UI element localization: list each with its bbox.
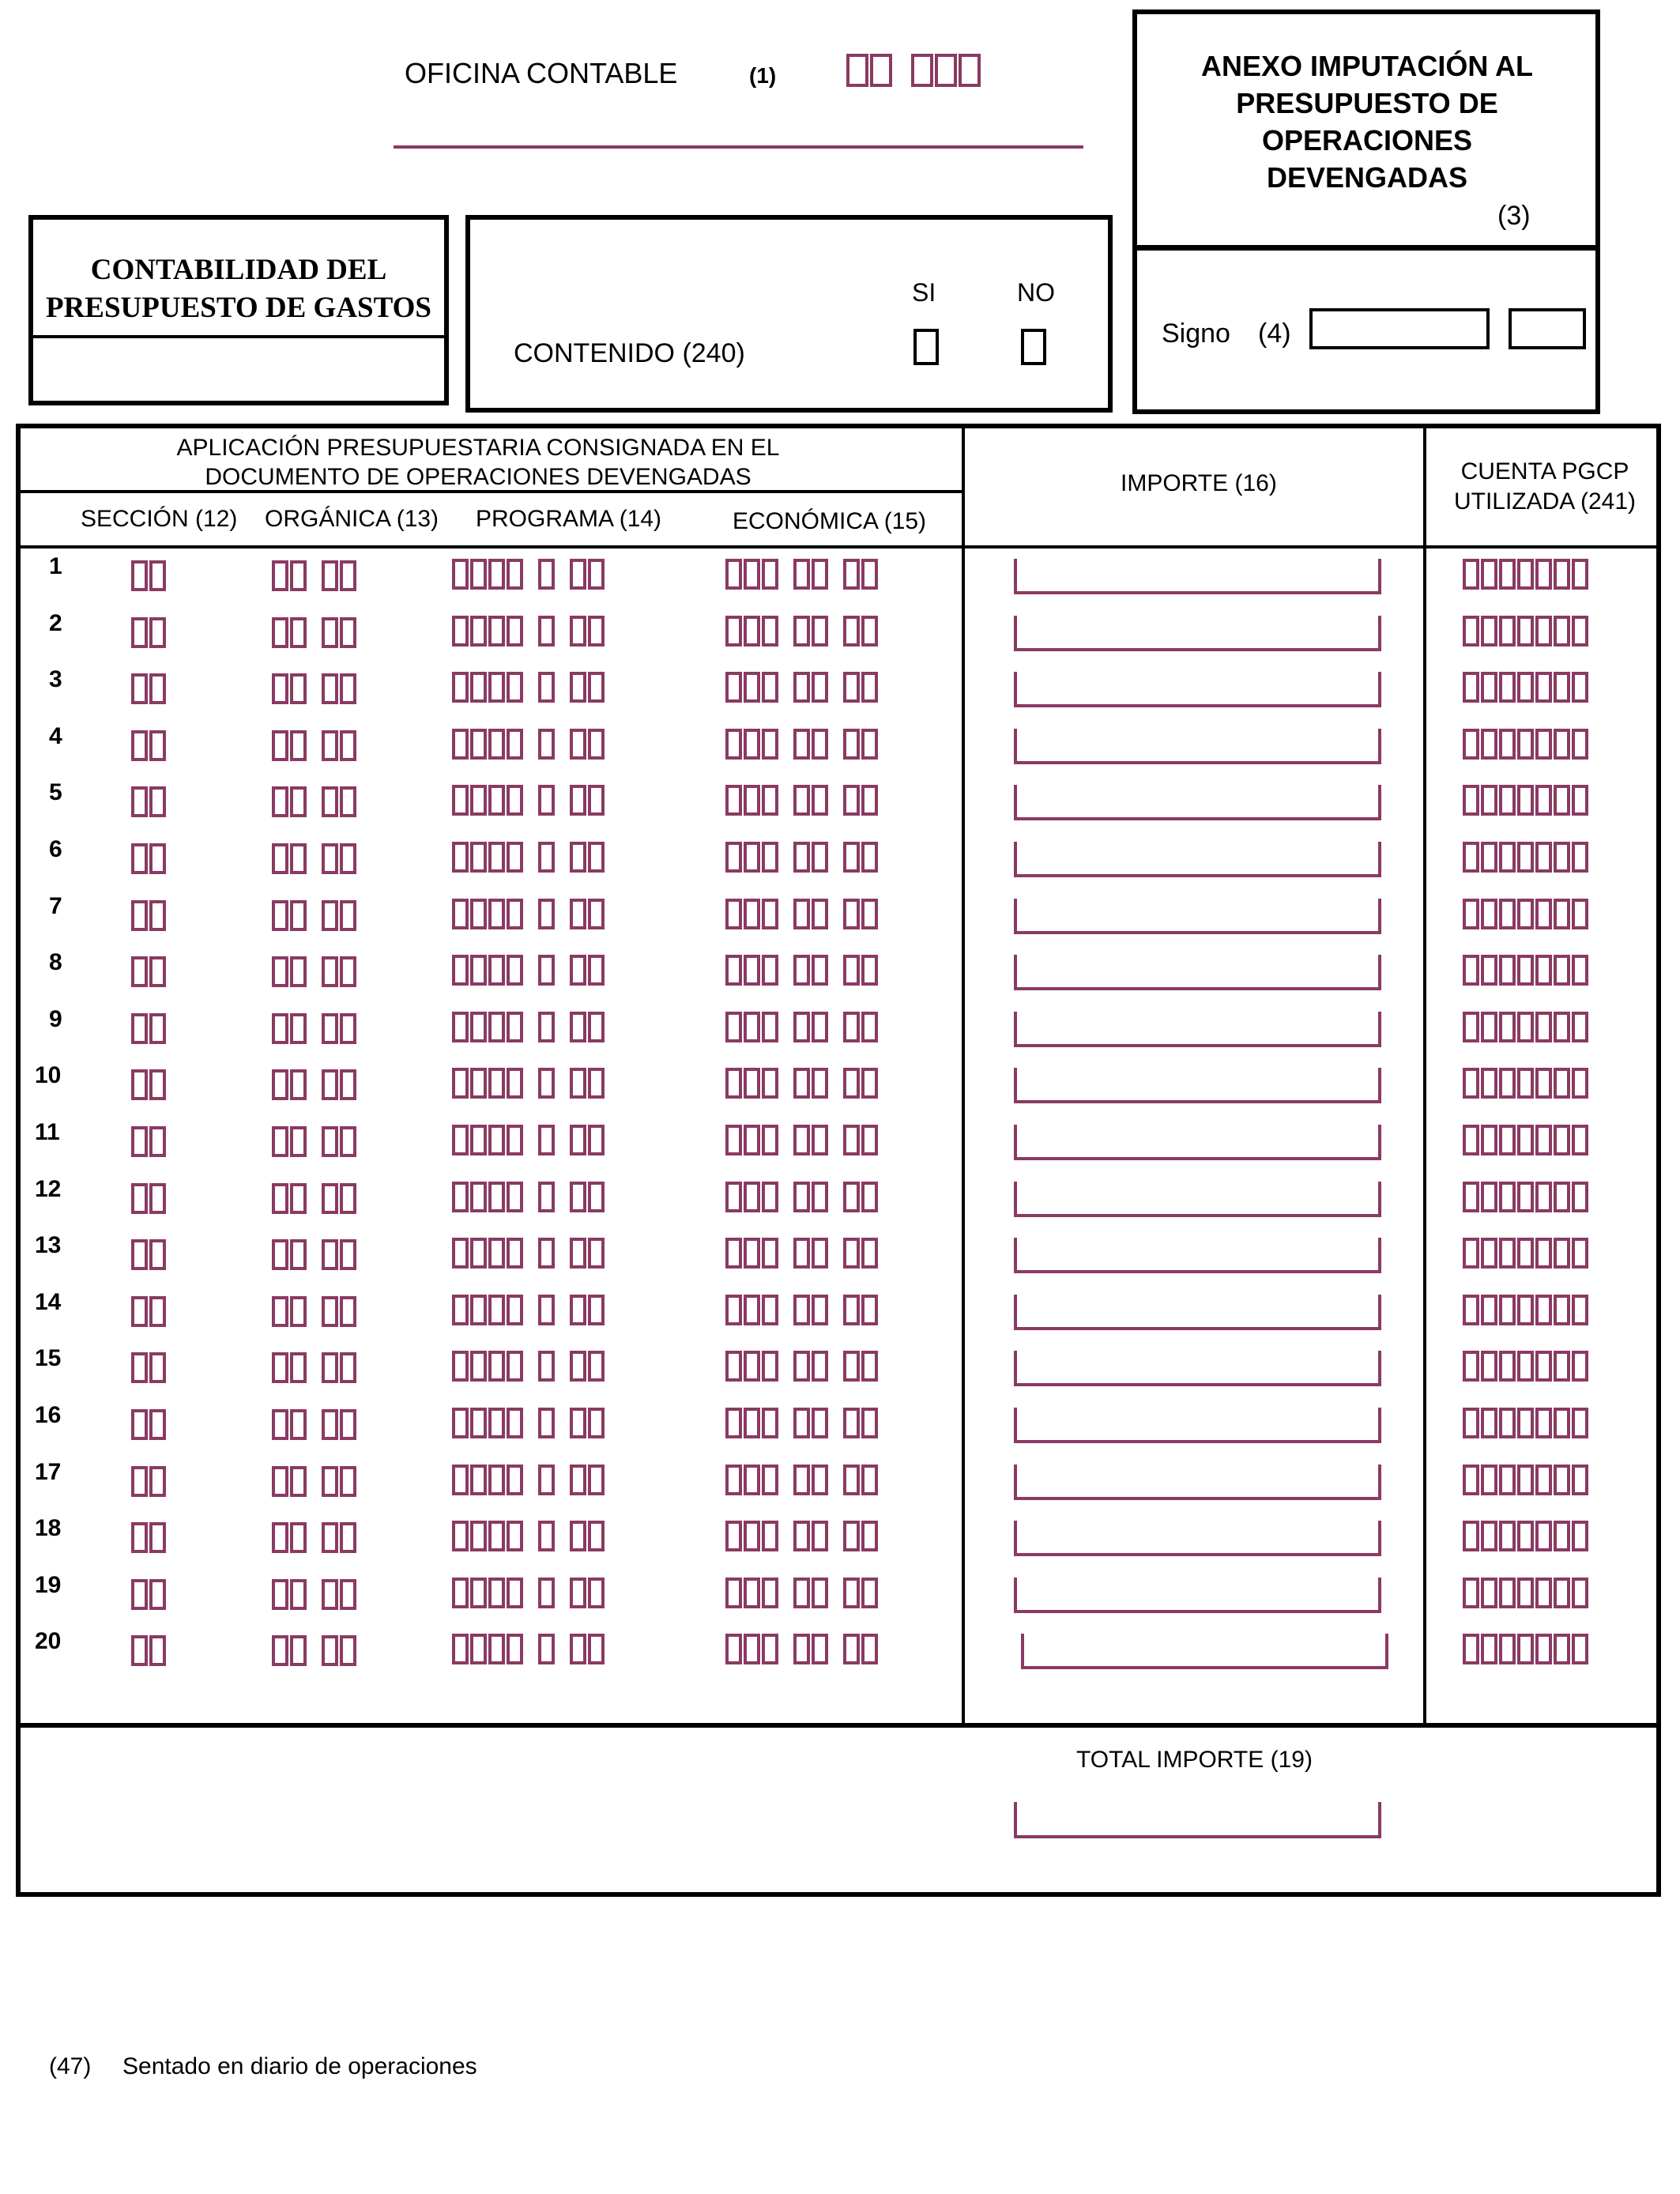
- programa-code-boxes[interactable]: [452, 1012, 606, 1042]
- cuenta-pgcp-code-boxes[interactable]: [1463, 559, 1590, 590]
- programa-code-boxes[interactable]: [452, 1465, 606, 1495]
- seccion-code-boxes[interactable]: [131, 843, 168, 874]
- programa-code-boxes[interactable]: [452, 955, 606, 986]
- organica-code-boxes[interactable]: [272, 1126, 358, 1157]
- row-number: 20: [35, 1628, 62, 1654]
- seccion-code-boxes[interactable]: [131, 1013, 168, 1044]
- table-divider-importe: [962, 424, 965, 1726]
- importe-field[interactable]: [1014, 729, 1381, 764]
- seccion-code-boxes[interactable]: [131, 673, 168, 704]
- economica-code-boxes[interactable]: [725, 1125, 880, 1155]
- importe-field[interactable]: [1014, 672, 1381, 707]
- row-number: 13: [35, 1232, 62, 1258]
- economica-code-boxes[interactable]: [725, 955, 880, 986]
- programa-code-boxes[interactable]: [452, 1182, 606, 1212]
- importe-field[interactable]: [1014, 1125, 1381, 1160]
- importe-field[interactable]: [1014, 1408, 1381, 1443]
- cuenta-pgcp-code-boxes[interactable]: [1463, 1408, 1590, 1438]
- organica-code-boxes[interactable]: [272, 730, 358, 761]
- row-number: 2: [49, 610, 62, 636]
- importe-field[interactable]: [1014, 1465, 1381, 1500]
- cuenta-pgcp-code-boxes[interactable]: [1463, 729, 1590, 760]
- row-number: 14: [35, 1289, 62, 1315]
- signo-label: Signo: [1162, 319, 1230, 349]
- organica-code-boxes[interactable]: [272, 1069, 358, 1100]
- cuenta-pgcp-code-boxes[interactable]: [1463, 1125, 1590, 1155]
- row-number: 19: [35, 1572, 62, 1598]
- col-importe-header: IMPORTE (16): [1121, 470, 1277, 496]
- importe-field[interactable]: [1014, 1182, 1381, 1217]
- programa-code-boxes[interactable]: [452, 729, 606, 760]
- seccion-code-boxes[interactable]: [131, 786, 168, 817]
- seccion-code-boxes[interactable]: [131, 1126, 168, 1157]
- economica-code-boxes[interactable]: [725, 1408, 880, 1438]
- economica-code-boxes[interactable]: [725, 1295, 880, 1325]
- cuenta-pgcp-code-boxes[interactable]: [1463, 1465, 1590, 1495]
- organica-code-boxes[interactable]: [272, 1635, 358, 1666]
- programa-code-boxes[interactable]: [452, 1578, 606, 1608]
- seccion-code-boxes[interactable]: [131, 956, 168, 987]
- programa-code-boxes[interactable]: [452, 1295, 606, 1325]
- row-number: 7: [49, 893, 62, 919]
- seccion-code-boxes[interactable]: [131, 617, 168, 648]
- table-header-divider: [16, 545, 1661, 548]
- row-number: 9: [49, 1006, 62, 1032]
- programa-code-boxes[interactable]: [452, 1634, 606, 1664]
- economica-code-boxes[interactable]: [725, 1465, 880, 1495]
- economica-code-boxes[interactable]: [725, 1521, 880, 1551]
- organica-code-boxes[interactable]: [272, 1352, 358, 1383]
- si-label: SI: [912, 278, 936, 307]
- row-number: 18: [35, 1515, 62, 1541]
- no-checkbox[interactable]: [1021, 329, 1046, 365]
- oficina-contable-label: OFICINA CONTABLE: [405, 57, 678, 89]
- organica-code-boxes[interactable]: [272, 1466, 358, 1497]
- economica-code-boxes[interactable]: [725, 1578, 880, 1608]
- cuenta-pgcp-code-boxes[interactable]: [1463, 1012, 1590, 1042]
- signo-box: [1132, 245, 1600, 414]
- total-importe-label: TOTAL IMPORTE (19): [1076, 1747, 1313, 1773]
- cuenta-pgcp-code-boxes[interactable]: [1463, 1068, 1590, 1099]
- organica-code-boxes[interactable]: [272, 1296, 358, 1327]
- row-number: 12: [35, 1176, 62, 1202]
- economica-code-boxes[interactable]: [725, 1238, 880, 1269]
- col-programa-header: PROGRAMA (14): [476, 506, 662, 532]
- organica-code-boxes[interactable]: [272, 1522, 358, 1553]
- economica-code-boxes[interactable]: [725, 1182, 880, 1212]
- anexo-number: (3): [1497, 201, 1531, 231]
- table-body-bottom: [16, 1723, 1661, 1728]
- organica-code-boxes[interactable]: [272, 560, 358, 591]
- cuenta-pgcp-code-boxes[interactable]: [1463, 955, 1590, 986]
- oficina-contable-code-boxes[interactable]: [846, 54, 982, 87]
- economica-code-boxes[interactable]: [725, 899, 880, 929]
- programa-code-boxes[interactable]: [452, 1351, 606, 1382]
- footer-code: (47): [49, 2053, 92, 2079]
- row-number: 16: [35, 1402, 62, 1428]
- organica-code-boxes[interactable]: [272, 1239, 358, 1270]
- importe-field[interactable]: [1014, 1238, 1381, 1273]
- aplicacion-header: APLICACIÓN PRESUPUESTARIA CONSIGNADA EN EL DOCUMENTO DE OPERACIONES DEVENGADAS: [176, 435, 780, 490]
- organica-code-boxes[interactable]: [272, 1183, 358, 1214]
- organica-code-boxes[interactable]: [272, 1013, 358, 1044]
- row-number: 11: [35, 1119, 60, 1145]
- economica-code-boxes[interactable]: [725, 1634, 880, 1664]
- importe-field[interactable]: [1014, 616, 1381, 651]
- cuenta-pgcp-code-boxes[interactable]: [1463, 842, 1590, 873]
- col-organica-header: ORGÁNICA (13): [265, 506, 439, 532]
- row-number: 15: [35, 1345, 62, 1371]
- seccion-code-boxes[interactable]: [131, 1579, 168, 1610]
- contenido-box: [465, 215, 1113, 413]
- programa-code-boxes[interactable]: [452, 1125, 606, 1155]
- economica-code-boxes[interactable]: [725, 842, 880, 873]
- anexo-title: ANEXO IMPUTACIÓN AL PRESUPUESTO DE OPERACIONES DEVENGADAS: [1201, 50, 1533, 194]
- row-number: 10: [35, 1062, 62, 1088]
- programa-code-boxes[interactable]: [452, 1238, 606, 1269]
- seccion-code-boxes[interactable]: [131, 1522, 168, 1553]
- cuenta-pgcp-code-boxes[interactable]: [1463, 785, 1590, 816]
- seccion-code-boxes[interactable]: [131, 1466, 168, 1497]
- row-number: 17: [35, 1459, 62, 1485]
- cuenta-pgcp-code-boxes[interactable]: [1463, 1295, 1590, 1325]
- seccion-code-boxes[interactable]: [131, 560, 168, 591]
- cuenta-pgcp-code-boxes[interactable]: [1463, 616, 1590, 647]
- seccion-code-boxes[interactable]: [131, 1352, 168, 1383]
- col-seccion-header: SECCIÓN (12): [81, 506, 238, 532]
- programa-code-boxes[interactable]: [452, 1408, 606, 1438]
- programa-code-boxes[interactable]: [452, 899, 606, 929]
- no-label: NO: [1017, 278, 1055, 307]
- seccion-code-boxes[interactable]: [131, 1183, 168, 1214]
- organica-code-boxes[interactable]: [272, 956, 358, 987]
- cuenta-pgcp-code-boxes[interactable]: [1463, 1578, 1590, 1608]
- row-number: 1: [49, 553, 62, 579]
- importe-field[interactable]: [1014, 1351, 1381, 1386]
- seccion-code-boxes[interactable]: [131, 730, 168, 761]
- programa-code-boxes[interactable]: [452, 785, 606, 816]
- economica-code-boxes[interactable]: [725, 1012, 880, 1042]
- importe-field[interactable]: [1014, 559, 1381, 594]
- organica-code-boxes[interactable]: [272, 1579, 358, 1610]
- signo-number: (4): [1258, 319, 1291, 349]
- contabilidad-title: CONTABILIDAD DEL PRESUPUESTO DE GASTOS: [45, 254, 431, 324]
- economica-code-boxes[interactable]: [725, 785, 880, 816]
- programa-code-boxes[interactable]: [452, 672, 606, 703]
- economica-code-boxes[interactable]: [725, 672, 880, 703]
- seccion-code-boxes[interactable]: [131, 900, 168, 931]
- economica-code-boxes[interactable]: [725, 1068, 880, 1099]
- row-number: 8: [49, 949, 62, 975]
- contenido-label: CONTENIDO (240): [514, 338, 745, 368]
- programa-code-boxes[interactable]: [452, 559, 606, 590]
- importe-field[interactable]: [1014, 1012, 1381, 1047]
- importe-field[interactable]: [1014, 842, 1381, 877]
- programa-code-boxes[interactable]: [452, 1068, 606, 1099]
- total-importe-field[interactable]: [1014, 1802, 1381, 1838]
- organica-code-boxes[interactable]: [272, 617, 358, 648]
- cuenta-pgcp-code-boxes[interactable]: [1463, 1521, 1590, 1551]
- cuenta-pgcp-code-boxes[interactable]: [1463, 1238, 1590, 1269]
- cuenta-pgcp-code-boxes[interactable]: [1463, 1634, 1590, 1664]
- economica-code-boxes[interactable]: [725, 616, 880, 647]
- footer-text: Sentado en diario de operaciones: [122, 2053, 477, 2079]
- cuenta-pgcp-code-boxes[interactable]: [1463, 1182, 1590, 1212]
- importe-field[interactable]: [1014, 1521, 1381, 1556]
- seccion-code-boxes[interactable]: [131, 1239, 168, 1270]
- contabilidad-divider: [28, 335, 449, 338]
- row-number: 4: [49, 723, 62, 749]
- economica-code-boxes[interactable]: [725, 1351, 880, 1382]
- organica-code-boxes[interactable]: [272, 786, 358, 817]
- oficina-contable-number: (1): [749, 63, 777, 88]
- seccion-code-boxes[interactable]: [131, 1296, 168, 1327]
- col-economica-header: ECONÓMICA (15): [733, 508, 927, 534]
- seccion-code-boxes[interactable]: [131, 1635, 168, 1666]
- cuenta-pgcp-code-boxes[interactable]: [1463, 899, 1590, 929]
- programa-code-boxes[interactable]: [452, 616, 606, 647]
- cuenta-pgcp-code-boxes[interactable]: [1463, 1351, 1590, 1382]
- si-checkbox[interactable]: [913, 329, 939, 365]
- importe-field[interactable]: [1014, 1295, 1381, 1330]
- economica-code-boxes[interactable]: [725, 729, 880, 760]
- seccion-code-boxes[interactable]: [131, 1069, 168, 1100]
- row-number: 6: [49, 836, 62, 862]
- cuenta-pgcp-code-boxes[interactable]: [1463, 672, 1590, 703]
- programa-code-boxes[interactable]: [452, 842, 606, 873]
- oficina-contable-underline: [394, 145, 1083, 149]
- importe-field[interactable]: [1014, 785, 1381, 820]
- organica-code-boxes[interactable]: [272, 900, 358, 931]
- importe-field[interactable]: [1014, 1068, 1381, 1103]
- row-number: 3: [49, 666, 62, 692]
- row-number: 5: [49, 779, 62, 805]
- col-cuenta-header: CUENTA PGCP UTILIZADA (241): [1453, 458, 1637, 515]
- importe-field[interactable]: [1014, 1578, 1381, 1613]
- importe-field[interactable]: [1021, 1634, 1388, 1669]
- organica-code-boxes[interactable]: [272, 843, 358, 874]
- importe-field[interactable]: [1014, 955, 1381, 990]
- table-divider-cuenta: [1423, 424, 1426, 1726]
- programa-code-boxes[interactable]: [452, 1521, 606, 1551]
- organica-code-boxes[interactable]: [272, 673, 358, 704]
- importe-field[interactable]: [1014, 899, 1381, 934]
- economica-code-boxes[interactable]: [725, 559, 880, 590]
- organica-code-boxes[interactable]: [272, 1409, 358, 1440]
- seccion-code-boxes[interactable]: [131, 1409, 168, 1440]
